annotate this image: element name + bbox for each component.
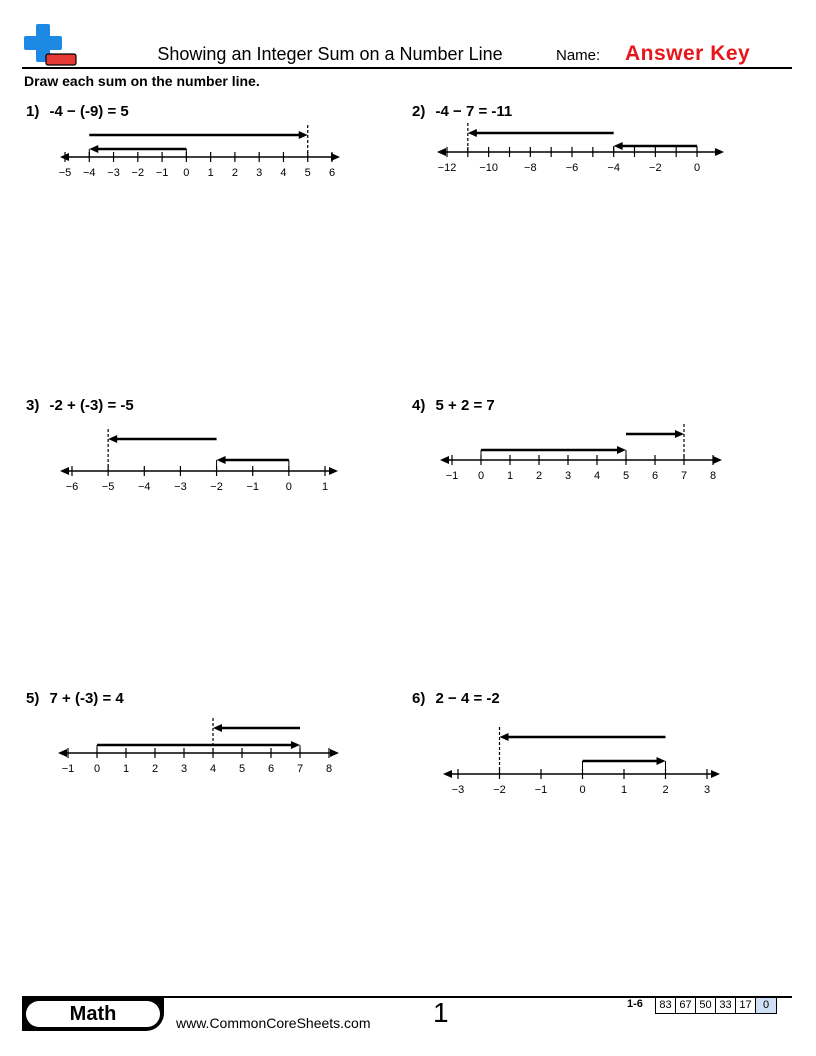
tick-label: 0	[183, 167, 190, 179]
tick-label: 0	[477, 470, 485, 482]
tick-label: −2	[131, 167, 145, 179]
problem-number: 5)	[26, 690, 40, 707]
score-cell: 67	[675, 997, 696, 1014]
problem-5-label	[26, 690, 130, 707]
score-range-label: 1-6	[627, 998, 643, 1010]
first-addend-arrowhead	[617, 446, 626, 454]
tick-label: 4	[280, 167, 287, 179]
tick-label: −4	[82, 167, 96, 179]
tick-label: 5	[238, 763, 246, 775]
problem-expression: 2 − 4 = -2	[435, 690, 500, 707]
tick-label: 4	[209, 763, 217, 775]
first-addend-arrowhead	[614, 142, 623, 150]
score-cell: 0	[755, 997, 777, 1014]
score-cell: 17	[735, 997, 756, 1014]
tick-label: 2	[662, 784, 669, 796]
axis-left-arrow	[437, 148, 446, 156]
tick-label: 0	[93, 763, 101, 775]
tick-label: 8	[325, 763, 333, 775]
tick-label: −10	[479, 162, 499, 174]
score-cell: 50	[695, 997, 716, 1014]
change-arrowhead	[468, 129, 477, 137]
problem-number: 6)	[412, 690, 426, 707]
tick-label: 4	[593, 470, 601, 482]
tick-label: 2	[231, 167, 238, 179]
tick-label: 2	[151, 763, 159, 775]
tick-label: 8	[709, 470, 717, 482]
tick-label: 1	[122, 763, 130, 775]
axis-left-arrow	[443, 770, 452, 778]
score-cell: 33	[715, 997, 736, 1014]
tick-label: −4	[607, 162, 620, 174]
problem-expression: -4 − (-9) = 5	[49, 103, 129, 120]
tick-label: 3	[564, 470, 572, 482]
tick-label: −5	[58, 167, 72, 179]
problem-expression: 5 + 2 = 7	[435, 397, 495, 414]
tick-label: −8	[524, 162, 537, 174]
problem-expression: -2 + (-3) = -5	[49, 397, 134, 414]
number-line-2	[0, 115, 816, 177]
tick-label: 6	[651, 470, 659, 482]
axis-right-arrow	[713, 456, 722, 464]
score-cell: 83	[655, 997, 676, 1014]
score-table	[656, 997, 777, 1014]
tick-label: 1	[207, 167, 214, 179]
number-line-6	[0, 720, 816, 804]
tick-label: 1	[620, 784, 628, 796]
tick-label: −3	[174, 481, 187, 493]
tick-label: −2	[210, 481, 223, 493]
tick-label: 3	[703, 784, 711, 796]
problem-number: 3)	[26, 397, 40, 414]
name-label: Name:	[556, 47, 601, 64]
axis-right-arrow	[711, 770, 720, 778]
problem-4-label	[412, 397, 501, 414]
instructions: Draw each sum on the number line.	[24, 73, 260, 89]
problem-number: 2)	[412, 103, 426, 120]
tick-label: 5	[622, 470, 630, 482]
problem-expression: -4 − 7 = -11	[435, 103, 513, 120]
website-link[interactable]: www.CommonCoreSheets.com	[176, 1015, 371, 1031]
tick-label: −2	[493, 784, 506, 796]
tick-label: −4	[138, 481, 151, 493]
tick-label: 1	[321, 481, 329, 493]
axis-left-arrow	[440, 456, 449, 464]
subject-badge	[22, 998, 164, 1031]
tick-label: 0	[579, 784, 586, 796]
tick-label: −6	[65, 481, 79, 493]
answer-key-label: Answer Key	[625, 42, 751, 65]
problem-6-label	[412, 690, 506, 707]
tick-label: 7	[680, 470, 688, 482]
tick-label: 0	[285, 481, 292, 493]
change-arrowhead	[500, 733, 509, 741]
tick-label: −3	[451, 784, 465, 796]
tick-label: −3	[107, 167, 120, 179]
tick-label: −1	[246, 481, 259, 493]
tick-label: −1	[445, 470, 459, 482]
problem-number: 1)	[26, 103, 40, 120]
tick-label: −1	[61, 763, 75, 775]
tick-label: 7	[296, 763, 304, 775]
number-line-4	[0, 415, 816, 485]
tick-label: 2	[535, 470, 543, 482]
tick-label: −2	[649, 162, 662, 174]
tick-label: 1	[506, 470, 514, 482]
problem-expression: 7 + (-3) = 4	[49, 690, 124, 707]
first-addend-arrowhead	[657, 757, 666, 765]
page-number: 1	[433, 997, 449, 1028]
worksheet-title: Showing an Integer Sum on a Number Line	[157, 44, 503, 64]
tick-label: −1	[534, 784, 548, 796]
subject-label: Math	[26, 1001, 160, 1027]
tick-label: −1	[155, 167, 169, 179]
tick-label: 5	[304, 167, 311, 179]
tick-label: 0	[693, 162, 701, 174]
tick-label: 3	[180, 763, 188, 775]
tick-label: 6	[328, 167, 336, 179]
tick-label: −6	[565, 162, 579, 174]
problem-number: 4)	[412, 397, 426, 414]
problem-3-label	[26, 397, 140, 414]
tick-label: −5	[101, 481, 115, 493]
change-arrowhead	[675, 430, 684, 438]
header-divider	[22, 67, 792, 69]
tick-label: 6	[267, 763, 275, 775]
tick-label: 3	[256, 167, 263, 179]
axis-right-arrow	[715, 148, 724, 156]
tick-label: −12	[437, 162, 457, 174]
